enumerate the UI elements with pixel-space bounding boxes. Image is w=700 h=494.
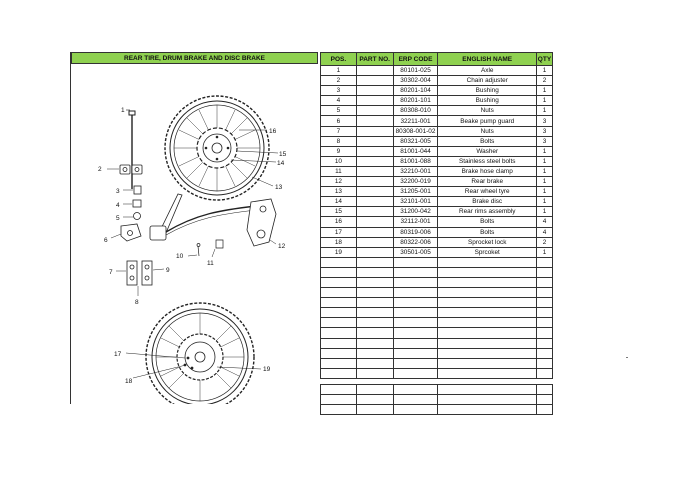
empty-cell bbox=[393, 405, 438, 415]
cell-qty: 1 bbox=[536, 247, 552, 257]
col-header-english-name: ENGLISH NAME bbox=[438, 53, 537, 66]
cell-qty: 4 bbox=[536, 227, 552, 237]
empty-cell bbox=[321, 298, 357, 308]
empty-table-row bbox=[321, 405, 553, 415]
cell-part-no bbox=[356, 166, 393, 176]
cell-part-no bbox=[356, 146, 393, 156]
empty-cell bbox=[321, 308, 357, 318]
col-header-pos: POS. bbox=[321, 53, 357, 66]
empty-cell bbox=[393, 368, 438, 378]
empty-cell bbox=[356, 328, 393, 338]
empty-cell bbox=[536, 348, 552, 358]
cell-qty: 1 bbox=[536, 66, 552, 76]
table-row bbox=[321, 156, 553, 166]
cell-part-no bbox=[356, 237, 393, 247]
col-header-erp-code: ERP CODE bbox=[393, 53, 438, 66]
bushings-part bbox=[123, 186, 141, 220]
empty-cell bbox=[536, 395, 552, 405]
table-row bbox=[321, 207, 553, 217]
cell-pos: 11 bbox=[321, 166, 357, 176]
table-row bbox=[321, 197, 553, 207]
empty-cell bbox=[321, 405, 357, 415]
cell-pos: 1 bbox=[321, 66, 357, 76]
empty-table-row bbox=[321, 348, 553, 358]
callout-4: 4 bbox=[116, 202, 120, 209]
empty-cell bbox=[356, 348, 393, 358]
table-row bbox=[321, 66, 553, 76]
cell-part-no bbox=[356, 136, 393, 146]
callout-3: 3 bbox=[116, 188, 120, 195]
parts-table-body bbox=[321, 66, 553, 415]
cell-erp: 32101-001 bbox=[393, 197, 438, 207]
empty-cell bbox=[321, 267, 357, 277]
table-row bbox=[321, 237, 553, 247]
cell-qty: 1 bbox=[536, 197, 552, 207]
empty-table-row bbox=[321, 328, 553, 338]
empty-cell bbox=[438, 318, 537, 328]
cell-name: Bolts bbox=[438, 217, 537, 227]
empty-cell bbox=[393, 384, 438, 394]
empty-table-row bbox=[321, 277, 553, 287]
cell-name: Bushing bbox=[438, 86, 537, 96]
parts-sheet bbox=[70, 52, 553, 404]
cell-qty: 1 bbox=[536, 96, 552, 106]
callout-5: 5 bbox=[116, 215, 120, 222]
cell-name: Rear brake bbox=[438, 177, 537, 187]
empty-cell bbox=[393, 277, 438, 287]
empty-table-row bbox=[321, 395, 553, 405]
cell-erp: 80308-010 bbox=[393, 106, 438, 116]
empty-cell bbox=[438, 358, 537, 368]
empty-cell bbox=[438, 298, 537, 308]
empty-cell bbox=[536, 277, 552, 287]
cell-erp: 80308-001-02 bbox=[393, 126, 438, 136]
empty-cell bbox=[438, 348, 537, 358]
empty-cell bbox=[438, 328, 537, 338]
empty-cell bbox=[438, 338, 537, 348]
empty-cell bbox=[393, 308, 438, 318]
empty-table-row bbox=[321, 338, 553, 348]
cell-pos: 17 bbox=[321, 227, 357, 237]
callout-16: 16 bbox=[269, 128, 277, 135]
rear-wheel-bottom bbox=[126, 303, 261, 404]
callout-8: 8 bbox=[135, 299, 139, 306]
empty-cell bbox=[321, 338, 357, 348]
empty-cell bbox=[321, 277, 357, 287]
scan-speck bbox=[626, 357, 628, 358]
cell-erp: 80201-101 bbox=[393, 96, 438, 106]
cell-qty: 1 bbox=[536, 177, 552, 187]
empty-cell bbox=[393, 328, 438, 338]
table-row bbox=[321, 146, 553, 156]
table-header-row bbox=[321, 53, 553, 66]
callout-1: 1 bbox=[121, 107, 125, 114]
empty-table-row bbox=[321, 308, 553, 318]
cell-name: Bolts bbox=[438, 136, 537, 146]
parts-table bbox=[320, 52, 553, 415]
cell-erp: 32211-001 bbox=[393, 116, 438, 126]
empty-cell bbox=[356, 405, 393, 415]
cell-erp: 81001-044 bbox=[393, 146, 438, 156]
cell-qty: 1 bbox=[536, 86, 552, 96]
cell-pos: 3 bbox=[321, 86, 357, 96]
cell-pos: 7 bbox=[321, 126, 357, 136]
col-header-qty: QTY bbox=[536, 53, 552, 66]
cell-part-no bbox=[356, 76, 393, 86]
empty-cell bbox=[393, 318, 438, 328]
callout-11: 11 bbox=[207, 260, 214, 267]
cell-pos: 10 bbox=[321, 156, 357, 166]
cell-pos: 6 bbox=[321, 116, 357, 126]
callout-6: 6 bbox=[104, 237, 108, 244]
pump-guard-part bbox=[111, 224, 141, 241]
bracket-part bbox=[116, 261, 164, 296]
cell-part-no bbox=[356, 247, 393, 257]
rear-brake-part bbox=[150, 194, 276, 246]
cell-pos: 4 bbox=[321, 96, 357, 106]
empty-cell bbox=[393, 358, 438, 368]
table-row bbox=[321, 96, 553, 106]
cell-qty: 2 bbox=[536, 76, 552, 86]
empty-cell bbox=[393, 298, 438, 308]
empty-cell bbox=[536, 368, 552, 378]
cell-erp: 80321-005 bbox=[393, 136, 438, 146]
cell-name: Bushing bbox=[438, 96, 537, 106]
empty-cell bbox=[438, 267, 537, 277]
cell-part-no bbox=[356, 126, 393, 136]
empty-table-row bbox=[321, 267, 553, 277]
cell-name: Stainless steel bolts bbox=[438, 156, 537, 166]
cell-pos: 15 bbox=[321, 207, 357, 217]
empty-cell bbox=[321, 318, 357, 328]
cell-pos: 8 bbox=[321, 136, 357, 146]
empty-cell bbox=[321, 328, 357, 338]
empty-cell bbox=[536, 288, 552, 298]
cell-part-no bbox=[356, 187, 393, 197]
empty-cell bbox=[393, 338, 438, 348]
cell-erp: 32112-001 bbox=[393, 217, 438, 227]
empty-table-row bbox=[321, 384, 553, 394]
empty-cell bbox=[356, 395, 393, 405]
cell-part-no bbox=[356, 116, 393, 126]
cell-qty: 3 bbox=[536, 126, 552, 136]
empty-cell bbox=[438, 405, 537, 415]
empty-cell bbox=[438, 384, 537, 394]
cell-erp: 31205-001 bbox=[393, 187, 438, 197]
empty-cell bbox=[356, 384, 393, 394]
cell-part-no bbox=[356, 197, 393, 207]
empty-cell bbox=[438, 277, 537, 287]
cell-erp: 30302-004 bbox=[393, 76, 438, 86]
diagram-panel bbox=[70, 52, 318, 404]
empty-cell bbox=[356, 298, 393, 308]
cell-part-no bbox=[356, 66, 393, 76]
empty-cell bbox=[356, 368, 393, 378]
empty-cell bbox=[438, 308, 537, 318]
table-row bbox=[321, 136, 553, 146]
table-row bbox=[321, 116, 553, 126]
empty-cell bbox=[438, 288, 537, 298]
cell-pos: 19 bbox=[321, 247, 357, 257]
cell-qty: 1 bbox=[536, 207, 552, 217]
empty-table-row bbox=[321, 288, 553, 298]
empty-cell bbox=[438, 257, 537, 267]
empty-cell bbox=[356, 288, 393, 298]
callout-9: 9 bbox=[166, 267, 170, 274]
table-row bbox=[321, 247, 553, 257]
empty-cell bbox=[393, 267, 438, 277]
callout-18: 18 bbox=[125, 378, 133, 385]
empty-table-row bbox=[321, 298, 553, 308]
empty-cell bbox=[356, 318, 393, 328]
cell-pos: 13 bbox=[321, 187, 357, 197]
empty-cell bbox=[536, 308, 552, 318]
empty-cell bbox=[393, 257, 438, 267]
cell-part-no bbox=[356, 217, 393, 227]
callout-10: 10 bbox=[176, 253, 184, 260]
callout-19: 19 bbox=[263, 366, 271, 373]
cell-erp: 80322-006 bbox=[393, 237, 438, 247]
cell-pos: 18 bbox=[321, 237, 357, 247]
cell-name: Nuts bbox=[438, 126, 537, 136]
cell-erp: 81001-088 bbox=[393, 156, 438, 166]
table-row bbox=[321, 126, 553, 136]
table-row bbox=[321, 227, 553, 237]
empty-cell bbox=[321, 358, 357, 368]
cell-qty: 1 bbox=[536, 187, 552, 197]
diagram-title: REAR TIRE, DRUM BRAKE AND DISC BRAKE bbox=[71, 52, 318, 64]
empty-cell bbox=[356, 338, 393, 348]
cell-pos: 14 bbox=[321, 197, 357, 207]
cell-name: Rear rims assembly bbox=[438, 207, 537, 217]
cell-erp: 31200-042 bbox=[393, 207, 438, 217]
cell-name: Brake disc bbox=[438, 197, 537, 207]
empty-cell bbox=[321, 348, 357, 358]
axle-part bbox=[126, 110, 135, 189]
cell-erp: 32210-001 bbox=[393, 166, 438, 176]
cell-erp: 80201-104 bbox=[393, 86, 438, 96]
chain-adjuster-part bbox=[107, 165, 142, 174]
callout-12: 12 bbox=[278, 243, 286, 250]
cell-part-no bbox=[356, 227, 393, 237]
cell-part-no bbox=[356, 177, 393, 187]
cell-name: Chain adjuster bbox=[438, 76, 537, 86]
table-row bbox=[321, 76, 553, 86]
cell-erp: 30501-005 bbox=[393, 247, 438, 257]
empty-cell bbox=[536, 267, 552, 277]
cell-erp: 80101-025 bbox=[393, 66, 438, 76]
cell-pos: 2 bbox=[321, 76, 357, 86]
callout-7: 7 bbox=[109, 269, 113, 276]
empty-cell bbox=[321, 395, 357, 405]
cell-name: Washer bbox=[438, 146, 537, 156]
empty-table-row bbox=[321, 368, 553, 378]
empty-cell bbox=[356, 358, 393, 368]
empty-cell bbox=[536, 338, 552, 348]
empty-table-row bbox=[321, 257, 553, 267]
cell-pos: 16 bbox=[321, 217, 357, 227]
hose-clamp-part bbox=[188, 240, 223, 257]
cell-part-no bbox=[356, 86, 393, 96]
table-row bbox=[321, 187, 553, 197]
cell-qty: 1 bbox=[536, 106, 552, 116]
cell-erp: 80319-006 bbox=[393, 227, 438, 237]
cell-qty: 1 bbox=[536, 146, 552, 156]
empty-cell bbox=[393, 395, 438, 405]
cell-qty: 1 bbox=[536, 156, 552, 166]
cell-name: Axle bbox=[438, 66, 537, 76]
cell-qty: 4 bbox=[536, 217, 552, 227]
cell-erp: 32200-019 bbox=[393, 177, 438, 187]
callout-2: 2 bbox=[98, 166, 102, 173]
empty-cell bbox=[356, 308, 393, 318]
table-row bbox=[321, 217, 553, 227]
callout-15: 15 bbox=[279, 151, 287, 158]
cell-name: Bolts bbox=[438, 227, 537, 237]
cell-qty: 1 bbox=[536, 166, 552, 176]
cell-name: Rear wheel tyre bbox=[438, 187, 537, 197]
empty-cell bbox=[321, 257, 357, 267]
cell-qty: 3 bbox=[536, 136, 552, 146]
cell-part-no bbox=[356, 207, 393, 217]
empty-cell bbox=[438, 395, 537, 405]
cell-name: Sprocket lock bbox=[438, 237, 537, 247]
empty-cell bbox=[321, 368, 357, 378]
callout-17: 17 bbox=[114, 351, 122, 358]
empty-cell bbox=[321, 384, 357, 394]
empty-cell bbox=[356, 277, 393, 287]
cell-pos: 5 bbox=[321, 106, 357, 116]
cell-part-no bbox=[356, 106, 393, 116]
cell-part-no bbox=[356, 156, 393, 166]
cell-qty: 2 bbox=[536, 237, 552, 247]
cell-name: Nuts bbox=[438, 106, 537, 116]
cell-part-no bbox=[356, 96, 393, 106]
callout-13: 13 bbox=[275, 184, 283, 191]
empty-table-row bbox=[321, 318, 553, 328]
empty-cell bbox=[356, 267, 393, 277]
rear-wheel-top bbox=[165, 96, 278, 200]
cell-name: Beake pump guard bbox=[438, 116, 537, 126]
cell-name: Brake hose clamp bbox=[438, 166, 537, 176]
cell-pos: 9 bbox=[321, 146, 357, 156]
cell-qty: 3 bbox=[536, 116, 552, 126]
empty-cell bbox=[438, 368, 537, 378]
table-row bbox=[321, 177, 553, 187]
empty-cell bbox=[536, 257, 552, 267]
empty-cell bbox=[536, 405, 552, 415]
empty-cell bbox=[393, 348, 438, 358]
empty-cell bbox=[536, 318, 552, 328]
col-header-part-no: PART NO. bbox=[356, 53, 393, 66]
empty-cell bbox=[536, 384, 552, 394]
table-row bbox=[321, 166, 553, 176]
empty-cell bbox=[536, 328, 552, 338]
empty-table-row bbox=[321, 358, 553, 368]
empty-cell bbox=[356, 257, 393, 267]
empty-cell bbox=[393, 288, 438, 298]
empty-cell bbox=[321, 288, 357, 298]
empty-cell bbox=[536, 358, 552, 368]
cell-name: Sprcoket bbox=[438, 247, 537, 257]
table-row bbox=[321, 86, 553, 96]
callout-14: 14 bbox=[277, 160, 285, 167]
cell-pos: 12 bbox=[321, 177, 357, 187]
exploded-diagram bbox=[71, 64, 318, 404]
table-row bbox=[321, 106, 553, 116]
empty-cell bbox=[536, 298, 552, 308]
